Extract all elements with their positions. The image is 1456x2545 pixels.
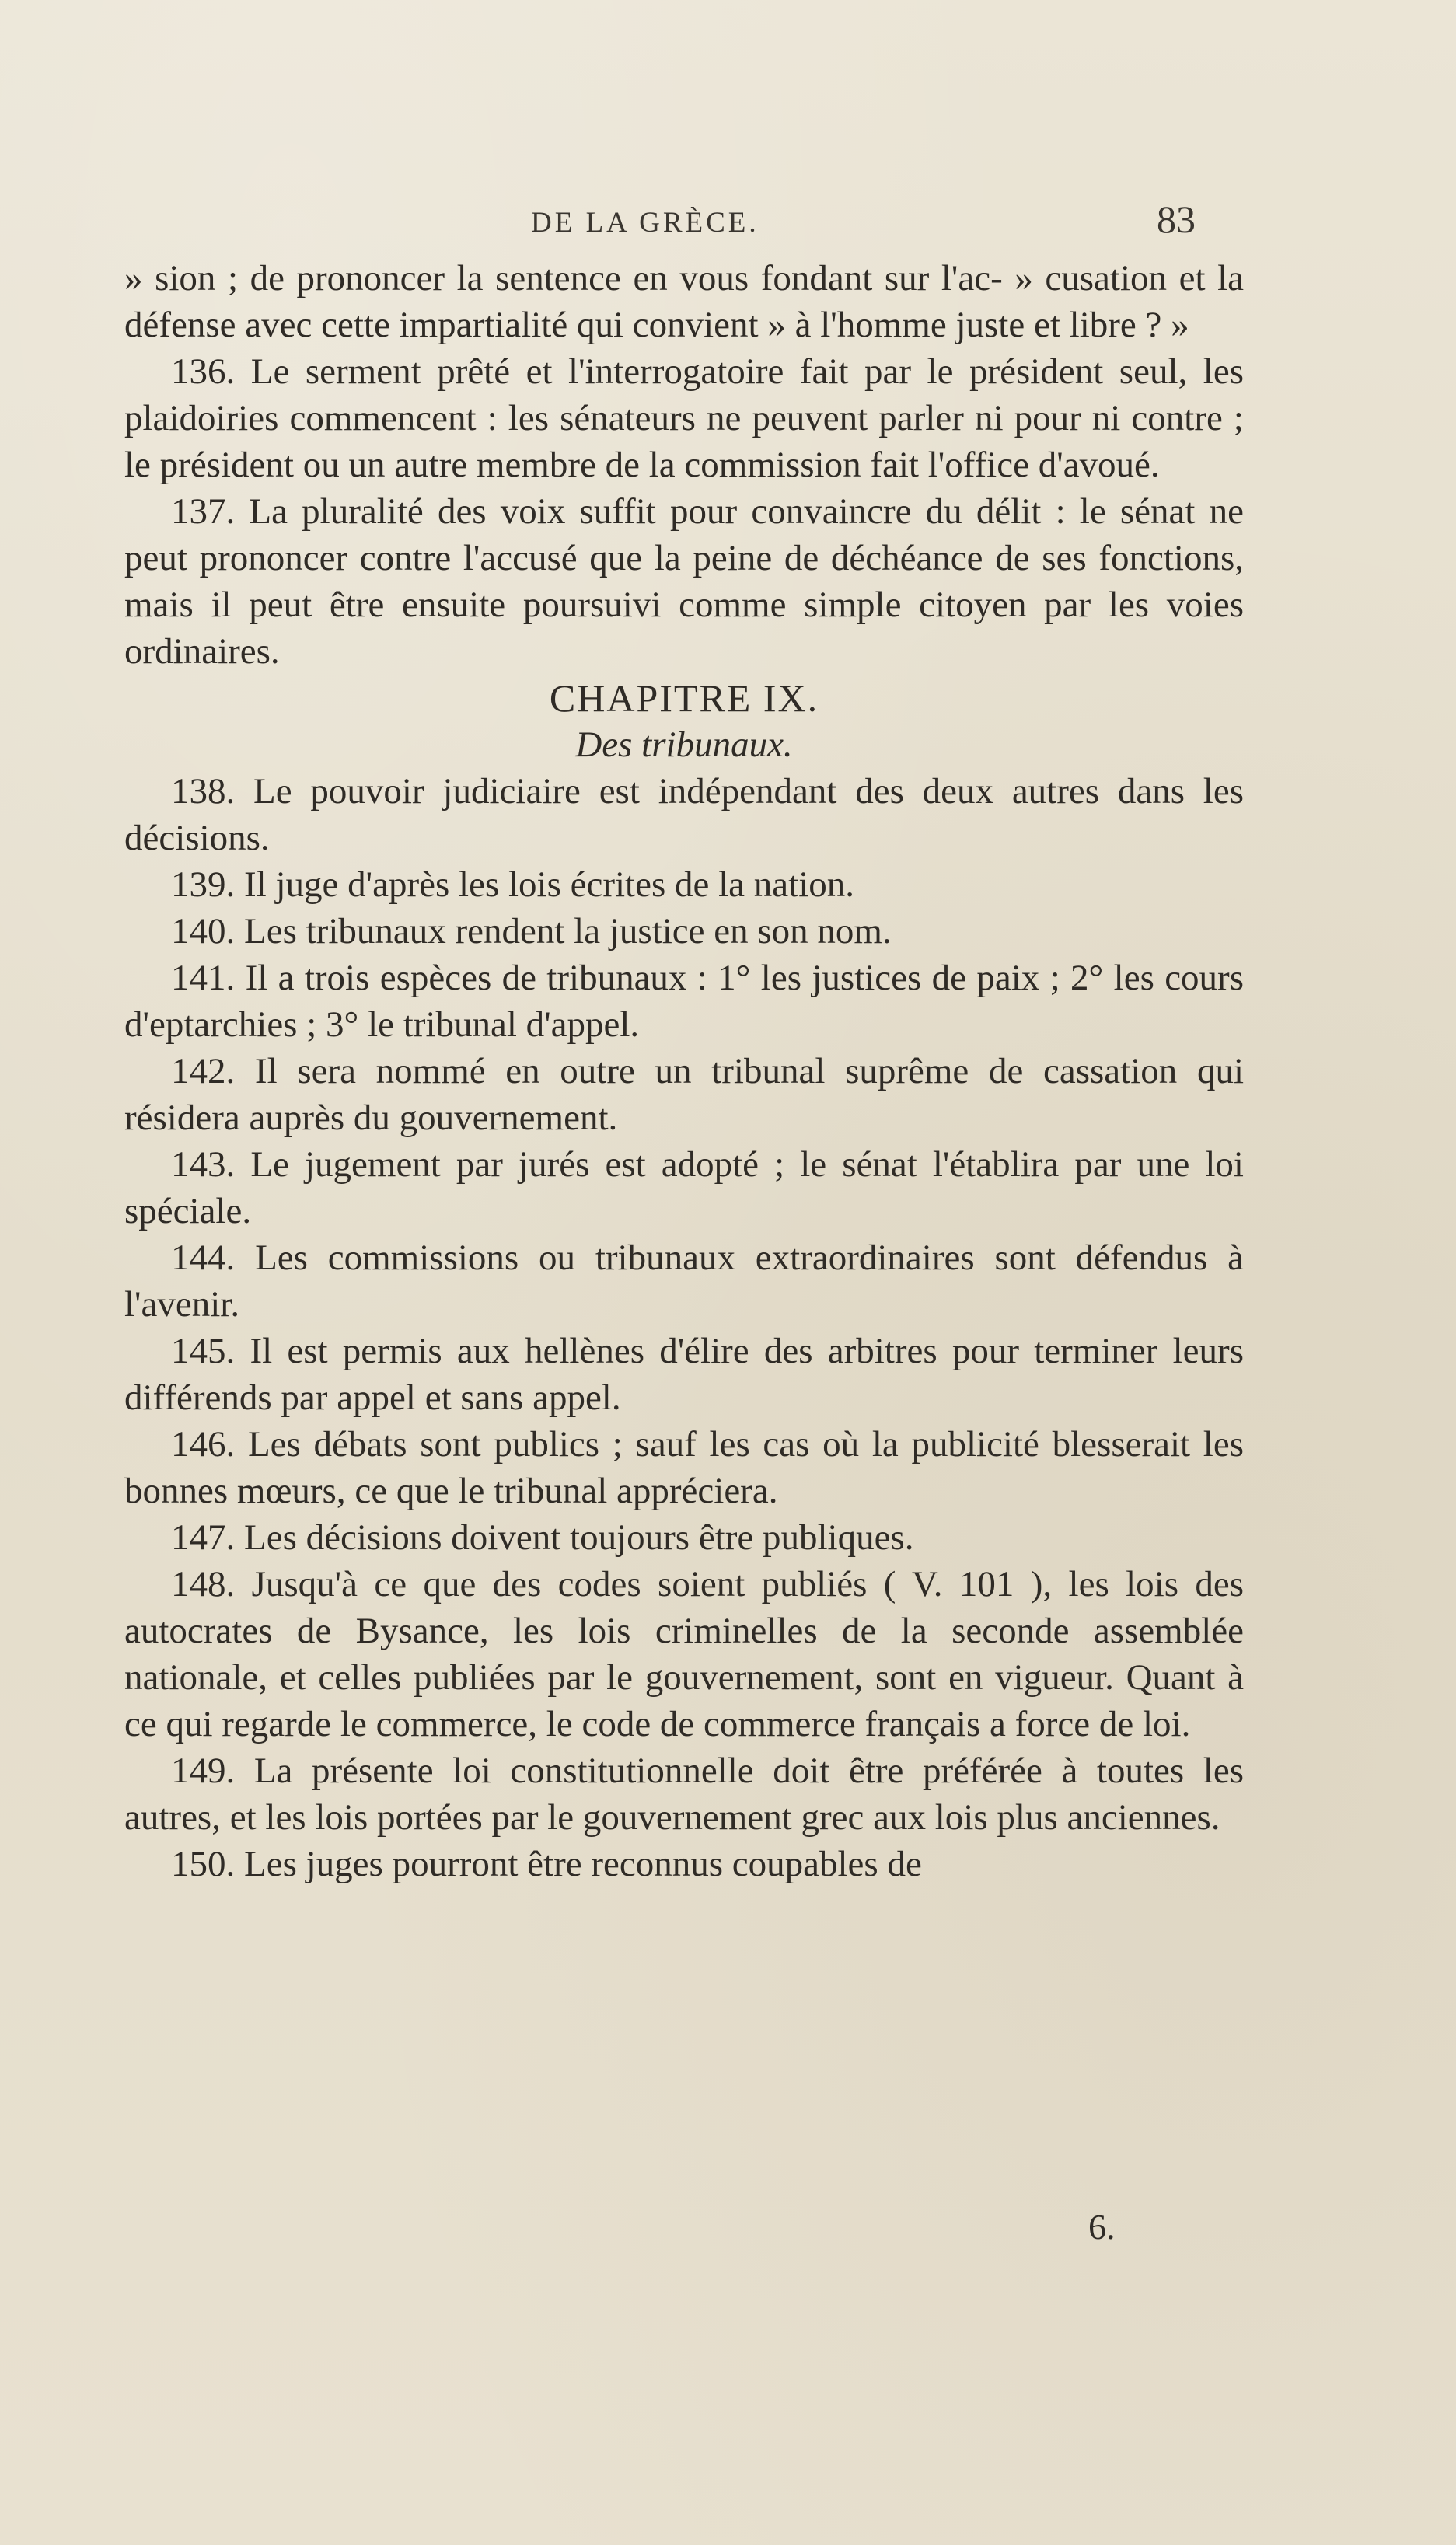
paragraph: 146. Les débats sont publics ; sauf les cas où la publicité blesserait les bonnes mœurs, ce que le tribunal appréciera. <box>124 1424 1244 1511</box>
paragraph: 147. Les décisions doivent toujours être publiques. <box>171 1517 914 1558</box>
paragraph: 137. La pluralité des voix suffit pour convaincre du délit : le sénat ne peut prononcer contre l'accusé que la peine de déchéance de ses fonctions, mais il peut être ensuite poursuivi comme simple citoyen par les voies ordinaires. <box>124 491 1244 672</box>
page-number: 83 <box>1157 197 1196 241</box>
chapter-subtitle: Des tribunaux. <box>575 724 793 765</box>
paragraph: 136. Le serment prêté et l'interrogatoire fait par le président seul, les plaidoiries commencent : les sénateurs ne peuvent parler ni pour ni contre ; le président ou un autre membre de la commission fait l'office d'avoué. <box>124 351 1244 485</box>
paragraph: 149. La présente loi constitutionnelle doit être préférée à toutes les autres, et les lois portées par le gouvernement grec aux lois plus anciennes. <box>124 1751 1244 1838</box>
paragraph: 145. Il est permis aux hellènes d'élire des arbitres pour terminer leurs différends par appel et sans appel. <box>124 1331 1244 1418</box>
paragraph: 140. Les tribunaux rendent la justice en son nom. <box>171 911 892 951</box>
paragraph: 150. Les juges pourront être reconnus coupables de <box>171 1844 922 1884</box>
paragraph: 141. Il a trois espèces de tribunaux : 1° les justices de paix ; 2° les cours d'eptarchies ; 3° le tribunal d'appel. <box>124 958 1244 1045</box>
signature-mark: 6. <box>1088 2207 1116 2247</box>
paragraph: 142. Il sera nommé en outre un tribunal suprême de cassation qui résidera auprès du gouvernement. <box>124 1051 1244 1138</box>
paragraph: 144. Les commissions ou tribunaux extraordinaires sont défendus à l'avenir. <box>124 1238 1244 1325</box>
running-title: DE LA GRÈCE. <box>531 207 759 239</box>
paragraph: 143. Le jugement par jurés est adopté ; le sénat l'établira par une loi spéciale. <box>124 1144 1244 1231</box>
page-header <box>0 197 1456 243</box>
paragraph: 148. Jusqu'à ce que des codes soient publiés ( V. 101 ), les lois des autocrates de Bysance, les lois criminelles de la seconde assemblée nationale, et celles publiées par le gouvernement, sont en vigueur. Quant à ce qui regarde le commerce, le code de commerce français a force de loi. <box>124 1564 1244 1744</box>
paragraph: 138. Le pouvoir judiciaire est indépendant des deux autres dans les décisions. <box>124 771 1244 858</box>
body-text <box>124 255 1244 1887</box>
paragraph: » sion ; de prononcer la sentence en vous fondant sur l'ac- » cusation et la défense avec cette impartialité qui convient » à l'homme juste et libre ? » <box>124 258 1244 345</box>
paragraph: 139. Il juge d'après les lois écrites de la nation. <box>171 864 855 905</box>
chapter-title: CHAPITRE IX. <box>549 676 819 720</box>
